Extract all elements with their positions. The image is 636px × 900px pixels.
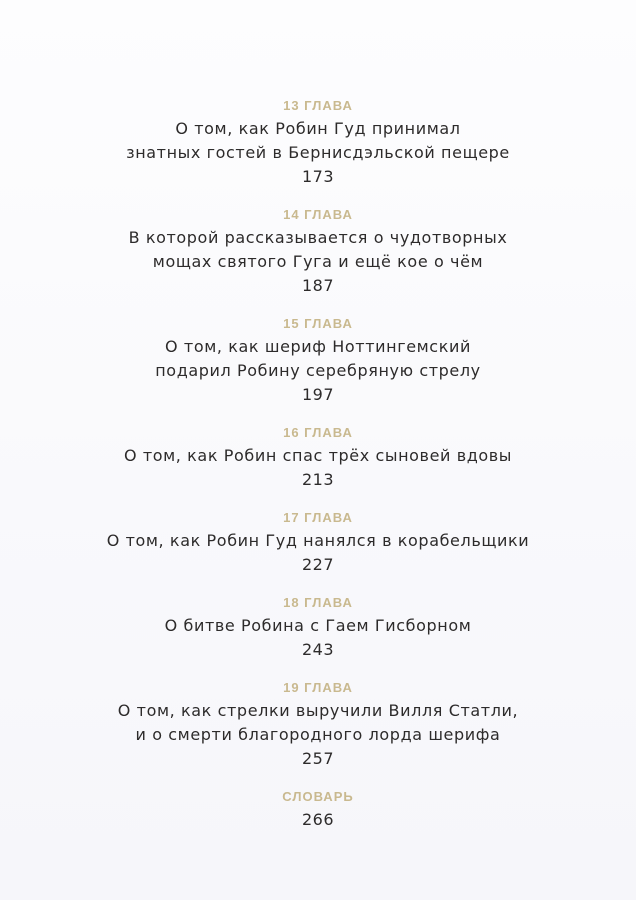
- chapter-title-line: О том, как стрелки выручили Вилля Статли,: [117, 701, 519, 720]
- toc-entry-chapter-17[interactable]: [0, 510, 636, 577]
- toc-entry-glossary[interactable]: [0, 789, 636, 832]
- chapter-heading: 16 ГЛАВА: [283, 425, 353, 440]
- chapter-title-line: О том, как Робин Гуд нанялся в корабельщики: [106, 531, 530, 550]
- page-number: 266: [301, 810, 335, 829]
- page-number: 257: [301, 749, 335, 768]
- chapter-heading: 14 ГЛАВА: [283, 207, 353, 222]
- page-number: 197: [301, 385, 335, 404]
- page-number: 243: [301, 640, 335, 659]
- chapter-title-line: и о смерти благородного лорда шерифа: [135, 725, 501, 744]
- chapter-heading: 19 ГЛАВА: [283, 680, 353, 695]
- chapter-heading: 17 ГЛАВА: [283, 510, 353, 525]
- chapter-title-line: подарил Робину серебряную стрелу: [155, 361, 481, 380]
- table-of-contents: [0, 98, 636, 850]
- toc-entry-chapter-19[interactable]: [0, 680, 636, 771]
- page-number: 173: [301, 167, 335, 186]
- page-number: 187: [301, 276, 335, 295]
- toc-entry-chapter-13[interactable]: [0, 98, 636, 189]
- toc-entry-chapter-16[interactable]: [0, 425, 636, 492]
- page-number: 227: [301, 555, 335, 574]
- toc-entry-chapter-15[interactable]: [0, 316, 636, 407]
- chapter-heading: 13 ГЛАВА: [283, 98, 353, 113]
- chapter-title-line: О том, как Робин спас трёх сыновей вдовы: [123, 446, 513, 465]
- chapter-heading: 15 ГЛАВА: [283, 316, 353, 331]
- chapter-title-line: О том, как Робин Гуд принимал: [175, 119, 461, 138]
- chapter-title-line: О битве Робина с Гаем Гисборном: [164, 616, 472, 635]
- page-number: 213: [301, 470, 335, 489]
- toc-entry-chapter-14[interactable]: [0, 207, 636, 298]
- chapter-heading: 18 ГЛАВА: [283, 595, 353, 610]
- chapter-title-line: В которой рассказывается о чудотворных: [128, 228, 508, 247]
- chapter-title-line: знатных гостей в Бернисдэльской пещере: [126, 143, 510, 162]
- chapter-title-line: О том, как шериф Ноттингемский: [165, 337, 471, 356]
- toc-entry-chapter-18[interactable]: [0, 595, 636, 662]
- chapter-title-line: мощах святого Гуга и ещё кое о чём: [152, 252, 484, 271]
- glossary-heading: СЛОВАРЬ: [282, 789, 354, 804]
